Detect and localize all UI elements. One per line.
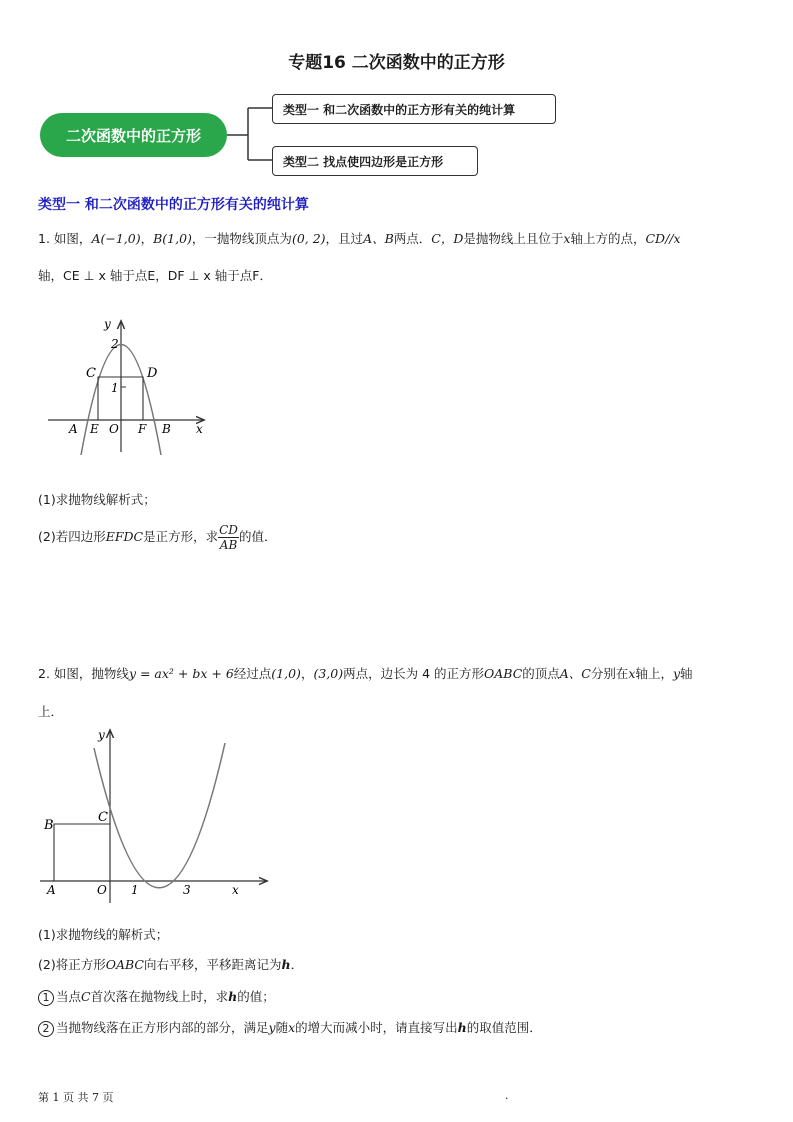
q2-part2-text: 的增大而减小时，请直接写出: [295, 1020, 458, 1035]
label-a: A: [47, 883, 56, 897]
square-oabc: OABC: [484, 666, 523, 681]
q2-graph: [36, 725, 276, 915]
q2-part2: [38, 1020, 542, 1037]
q1-text: ，且过: [325, 231, 364, 246]
q2-text: 两点，边长为 4 的正方形: [343, 666, 484, 681]
mindmap-branch-type2: 类型二 找点使四边形是正方形: [272, 146, 478, 176]
q2-part1-text: 的值；: [237, 989, 275, 1004]
label-b: B: [162, 422, 171, 436]
page-title: 专题16 二次函数中的正方形: [288, 53, 505, 73]
q2-text: 分别在: [590, 666, 629, 681]
q1-text: 两点．: [393, 231, 432, 246]
label-y: y: [98, 728, 105, 742]
q2-x: x: [628, 666, 636, 681]
q1-number: 1.: [38, 231, 50, 246]
q2-line2: 上．: [38, 704, 64, 719]
q2-y: y: [672, 666, 681, 681]
quad-efdc: EFDC: [105, 529, 144, 544]
q2-sub2-text: (2)将正方形: [38, 957, 106, 972]
q1-sub1: (1)求抛物线解析式；: [38, 492, 156, 507]
footer-dot: .: [505, 1089, 509, 1102]
q2-part2-text: 的取值范围．: [466, 1020, 542, 1035]
q2-text: 经过点: [233, 666, 272, 681]
q2-part2-text: 当抛物线落在正方形内部的部分，满足: [56, 1020, 269, 1035]
point-b-coord: B(1,0): [153, 231, 192, 246]
fraction-numerator: CD: [219, 522, 238, 537]
variable-h: h: [457, 1020, 467, 1035]
point-1-0: (1,0): [271, 666, 301, 681]
q2-line1: [38, 666, 693, 682]
q1-graph: [40, 310, 215, 455]
q1-sub2: [38, 520, 276, 554]
q1-ab: A、B: [363, 231, 394, 246]
q1-line1: [38, 231, 681, 247]
label-c: C: [86, 366, 96, 381]
q2-part1-text: 首次落在抛物线上时，求: [90, 989, 229, 1004]
q2-sub2: [38, 957, 303, 973]
q1-cd-parallel: CD//x: [645, 231, 681, 246]
circled-two: 2: [38, 1021, 54, 1037]
section-heading-type1: 类型一 和二次函数中的正方形有关的纯计算: [38, 197, 309, 213]
q2-text: 轴上，: [635, 666, 673, 681]
fraction-denominator: AB: [219, 537, 238, 552]
q2-sub2-text: ．: [290, 957, 304, 972]
circled-one: 1: [38, 990, 54, 1006]
point-a-coord: A(−1,0): [91, 231, 141, 246]
q2-text: 的顶点: [522, 666, 560, 681]
q1-text: ，一抛物线顶点为: [191, 231, 292, 246]
point-c: C: [81, 989, 91, 1004]
vertex-coord: (0, 2): [291, 231, 326, 246]
label-one: 1: [131, 883, 139, 897]
page-number: 第 1 页 共 7 页: [38, 1091, 114, 1104]
label-x: x: [232, 883, 239, 897]
q2-text: ，: [300, 666, 314, 681]
q1-text: 如图，: [53, 231, 92, 246]
q2-part2-text: 随: [275, 1020, 289, 1035]
label-three: 3: [183, 883, 191, 897]
variable-h: h: [228, 989, 238, 1004]
label-b: B: [44, 818, 54, 833]
q1-text: ，: [140, 231, 154, 246]
q2-sub1: (1)求抛物线的解析式；: [38, 927, 169, 942]
point-3-0: (3,0): [313, 666, 344, 681]
label-f: F: [138, 422, 147, 436]
q2-part1-text: 当点: [56, 989, 82, 1004]
q2-number: 2.: [38, 666, 50, 681]
q2-text: 轴: [680, 666, 693, 681]
label-y: y: [104, 317, 111, 331]
q1-text: 轴上方的点，: [570, 231, 646, 246]
q1-sub2-text: 的值．: [238, 529, 277, 544]
square-oabc-ref: OABC: [105, 957, 144, 972]
label-x: x: [196, 422, 203, 436]
label-o: O: [97, 883, 107, 897]
q1-sub2-text: (2)若四边形: [38, 529, 106, 544]
variable-y: y: [268, 1020, 276, 1035]
label-d: D: [147, 366, 158, 381]
variable-x: x: [288, 1020, 296, 1035]
mindmap-branch-type1: 类型一 和二次函数中的正方形有关的纯计算: [272, 94, 556, 124]
fraction-cd-ab: [218, 523, 239, 552]
variable-h: h: [281, 957, 291, 972]
label-e: E: [90, 422, 99, 436]
q2-text: 如图，抛物线: [53, 666, 129, 681]
q2-sub2-text: 向右平移，平移距离记为: [143, 957, 282, 972]
q1-x: x: [563, 231, 571, 246]
label-one: 1: [111, 381, 119, 395]
label-o: O: [109, 422, 119, 436]
square-oabc: [54, 824, 110, 881]
q1-line2: 轴，CE ⊥ x 轴于点E，DF ⊥ x 轴于点F．: [38, 268, 272, 283]
parabola: [94, 743, 225, 888]
mindmap-root: 二次函数中的正方形: [40, 113, 227, 157]
q2-part1: [38, 989, 275, 1006]
q1-text: 是抛物线上且位于: [463, 231, 564, 246]
label-c: C: [98, 810, 108, 825]
q1-cd: C，D: [431, 231, 464, 246]
q1-sub2-text: 是正方形，求: [143, 529, 219, 544]
label-a: A: [69, 422, 78, 436]
label-two: 2: [111, 337, 119, 351]
parabola-equation: y = ax² + bx + 6: [128, 666, 234, 681]
q2-ac: A、C: [559, 666, 591, 681]
